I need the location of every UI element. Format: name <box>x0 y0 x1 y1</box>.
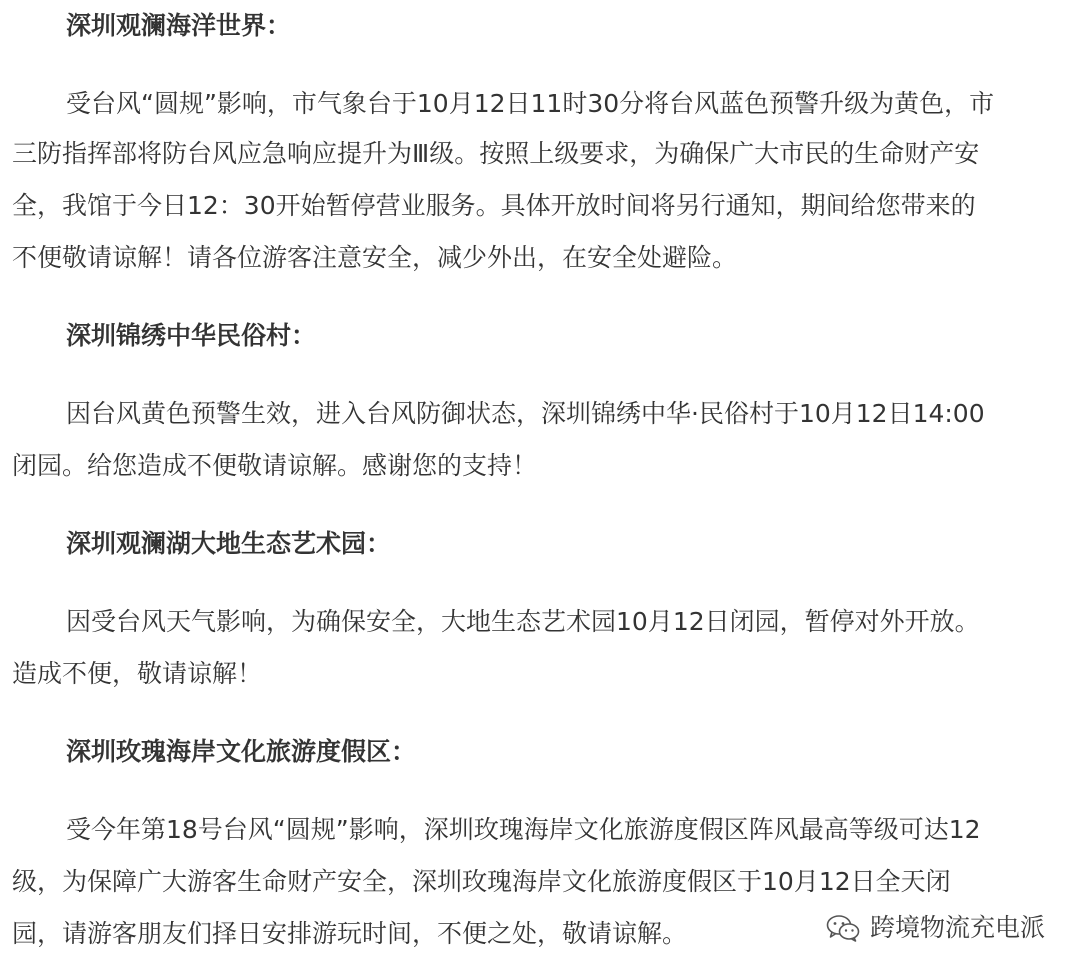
paragraph-line: 受台风“圆规”影响，市气象台于10月12日11时30分将台风蓝色预警升级为黄色，市 <box>66 89 995 118</box>
section-title-eco-art-park: 深圳观澜湖大地生态艺术园： <box>66 529 392 558</box>
wechat-icon <box>826 914 860 942</box>
watermark-text: 跨境物流充电派 <box>870 913 1046 942</box>
account-watermark <box>826 906 1045 950</box>
paragraph-line: 全，我馆于今日12：30开始暂停营业服务。具体开放时间将另行通知，期间给您带来的 <box>12 191 976 220</box>
paragraph-line: 园，请游客朋友们择日安排游玩时间，不便之处，敬请谅解。 <box>12 919 688 948</box>
paragraph-line: 造成不便，敬请谅解！ <box>12 659 263 688</box>
section-title-ocean-world: 深圳观澜海洋世界： <box>66 11 292 40</box>
section-title-rose-coast: 深圳玫瑰海岸文化旅游度假区： <box>66 737 417 766</box>
section-title-folk-village: 深圳锦绣中华民俗村： <box>66 321 317 350</box>
paragraph-line: 级，为保障广大游客生命财产安全，深圳玫瑰海岸文化旅游度假区于10月12日全天闭 <box>12 867 951 896</box>
paragraph-line: 因受台风天气影响，为确保安全，大地生态艺术园10月12日闭园，暂停对外开放。 <box>66 607 980 636</box>
paragraph-line: 不便敬请谅解！请各位游客注意安全，减少外出，在安全处避险。 <box>12 243 738 272</box>
paragraph-line: 因台风黄色预警生效，进入台风防御状态，深圳锦绣中华·民俗村于10月12日14:00 <box>66 399 985 428</box>
paragraph-line: 闭园。给您造成不便敬请谅解。感谢您的支持！ <box>12 451 538 480</box>
paragraph-line: 受今年第18号台风“圆规”影响，深圳玫瑰海岸文化旅游度假区阵风最高等级可达12 <box>66 815 981 844</box>
paragraph-line: 三防指挥部将防台风应急响应提升为Ⅲ级。按照上级要求，为确保广大市民的生命财产安 <box>12 139 980 168</box>
